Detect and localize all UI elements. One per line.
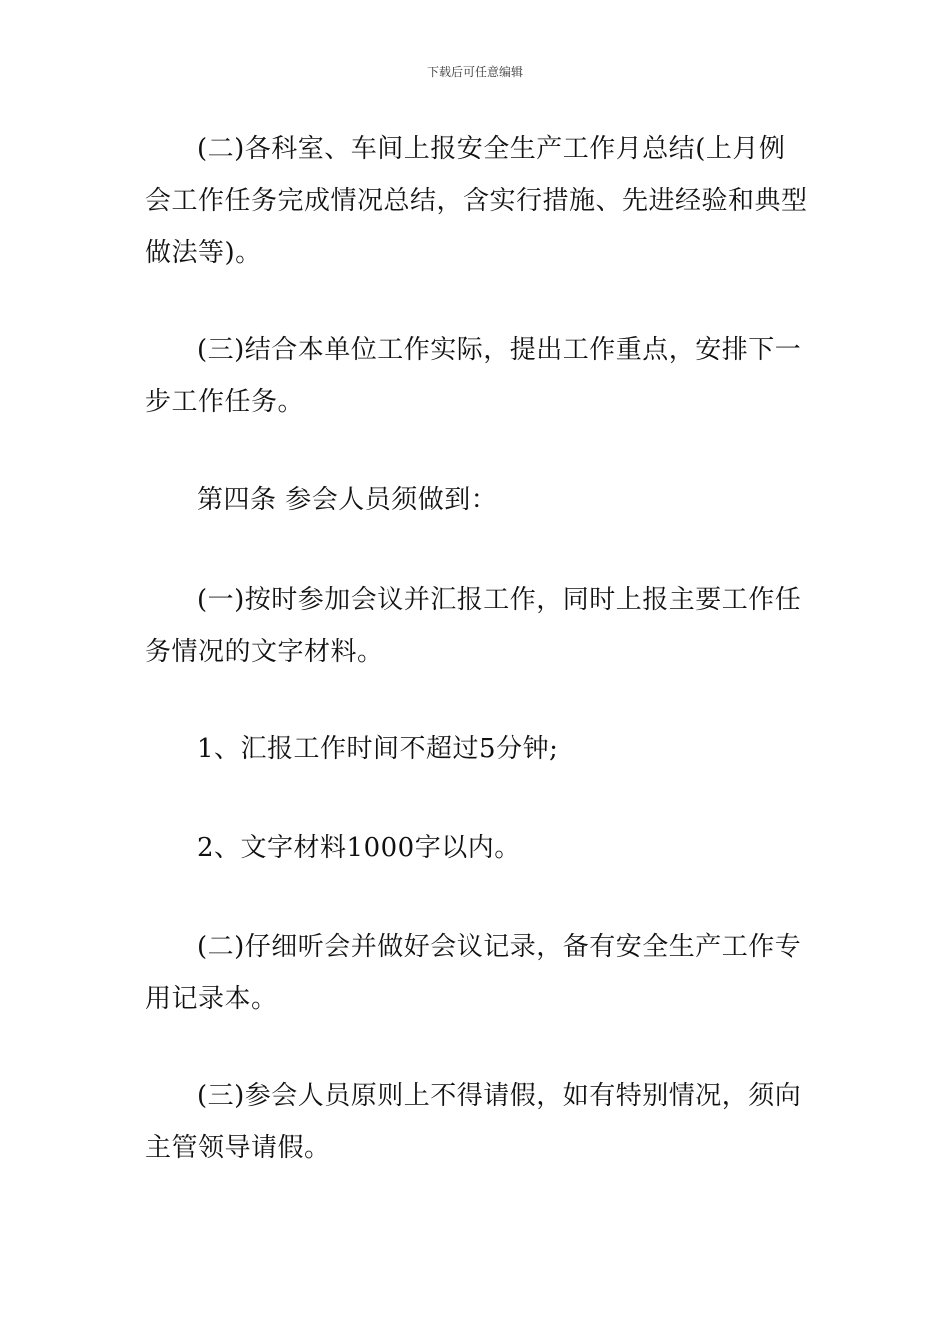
list-item-word-limit: 2、文字材料1000字以内。 bbox=[197, 833, 521, 863]
paragraph-work-focus: (三)结合本单位工作实际，提出工作重点，安排下一步工作任务。 bbox=[145, 335, 802, 417]
paragraph-attend-on-time: (一)按时参加会议并汇报工作，同时上报主要工作任务情况的文字材料。 bbox=[145, 585, 802, 667]
list-item-report-time: 1、汇报工作时间不超过5分钟; bbox=[197, 734, 559, 764]
article-four-heading: 第四条 参会人员须做到： bbox=[197, 485, 498, 515]
paragraph-meeting-notes: (二)仔细听会并做好会议记录，备有安全生产工作专用记录本。 bbox=[145, 932, 802, 1014]
page-header: 下载后可任意编辑 bbox=[426, 65, 523, 79]
paragraph-leave-policy: (三)参会人员原则上不得请假，如有特别情况，须向主管领导请假。 bbox=[145, 1081, 802, 1163]
paragraph-monthly-summary: (二)各科室、车间上报安全生产工作月总结(上月例会工作任务完成情况总结，含实行措施、先进经验和典型做法等)。 bbox=[145, 134, 808, 268]
